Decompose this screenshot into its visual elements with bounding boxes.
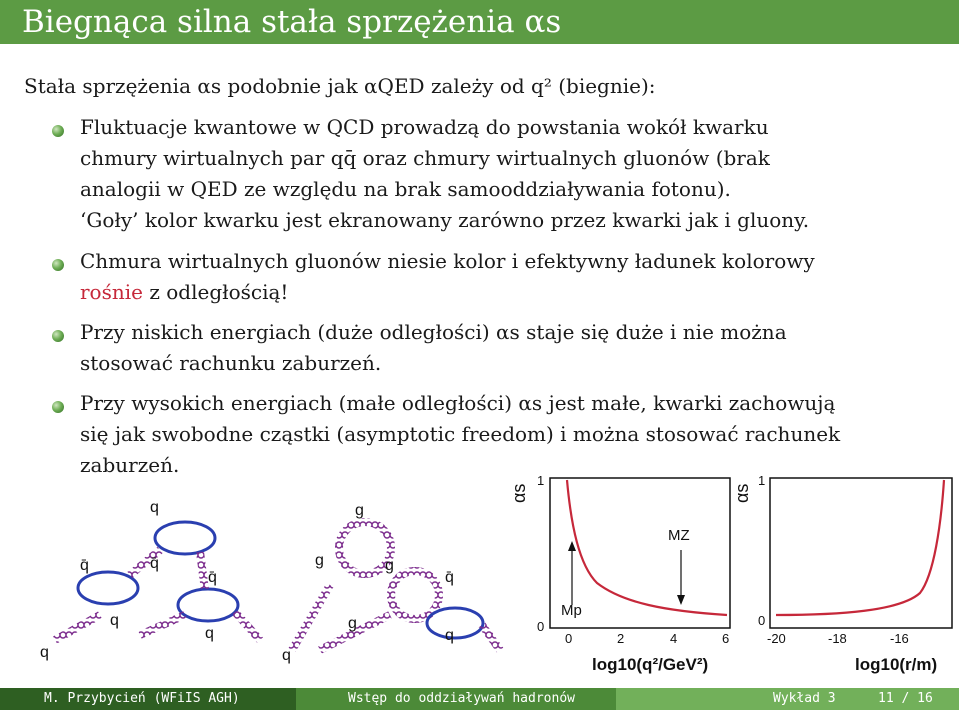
diagram-label: g — [348, 615, 357, 632]
x-tick-label: -18 — [828, 631, 847, 646]
alpha-vs-r-plot — [730, 465, 959, 685]
intro-line: Stała sprzężenia αs podobnie jak αQED zależy od q² (biegnie): — [24, 74, 656, 98]
bullet-1-line-4: ‘Goły’ kolor kwarku jest ekranowany zarówno przez kwarki jak i gluony. — [80, 208, 810, 232]
bullet-4-line-3: zaburzeń. — [80, 453, 180, 477]
x-tick-label: 0 — [565, 631, 573, 646]
bullet-2-line-2 — [80, 277, 288, 308]
title-bar — [0, 0, 959, 44]
footer-author: M. Przybycień (WFiIS AGH) — [44, 691, 240, 706]
diagram-label: q — [110, 612, 119, 629]
alpha-curve — [567, 480, 727, 615]
bullet-icon — [52, 330, 64, 342]
x-axis-label: log10(q²/GeV²) — [592, 655, 709, 674]
quark-loop-diagram — [40, 499, 260, 661]
mp-label: Mp — [561, 602, 582, 619]
y-tick-label: 0 — [537, 619, 545, 634]
bullet-icon — [52, 259, 64, 271]
bullet-icon — [52, 125, 64, 137]
x-tick-label: -16 — [890, 631, 909, 646]
gluon-line — [55, 615, 100, 640]
gluon-line — [200, 552, 205, 590]
quark-loop — [78, 572, 138, 604]
mp-arrowhead — [568, 541, 576, 551]
bullet-3-line-2: stosować rachunku zaburzeń. — [80, 351, 382, 375]
bullet-4-line-1: Przy wysokich energiach (małe odległości) αs jest małe, kwarki zachowują — [80, 391, 836, 415]
gluon-loop — [391, 571, 439, 619]
gluon-line — [235, 612, 260, 640]
x-axis-label: log10(r/m) — [855, 655, 938, 674]
bullet-1-line-3: analogii w QED ze względu na brak samooddziaływania fotonu). — [80, 177, 731, 201]
footer-lecture: Wykład 3 — [773, 691, 836, 706]
diagram-label: q — [445, 627, 454, 644]
diagram-label: q — [150, 499, 159, 516]
plot-frame — [770, 478, 952, 628]
footer — [0, 688, 959, 710]
bullet-3-line-1: Przy niskich energiach (duże odległości) αs staje się duże i nie można — [80, 320, 787, 344]
mz-label: MZ — [668, 527, 690, 544]
quark-loop — [427, 608, 483, 638]
bullet-icon — [52, 401, 64, 413]
diagram-label: q — [282, 647, 291, 664]
footer-author-block — [0, 688, 296, 710]
gluon-loop — [339, 522, 391, 574]
gluon-line — [292, 585, 330, 650]
x-tick-label: -20 — [767, 631, 786, 646]
gluon-line — [482, 625, 500, 650]
footer-page-block — [616, 688, 959, 710]
slide-title: Biegnąca silna stała sprzężenia αs — [22, 4, 562, 40]
x-tick-label: 6 — [722, 631, 730, 646]
footer-course: Wstęp do oddziaływań hadronów — [348, 691, 575, 706]
diagram-label: g — [385, 557, 394, 574]
alpha-vs-q2-plot — [505, 465, 735, 685]
y-axis-label: αs — [509, 483, 529, 503]
x-tick-label: 2 — [617, 631, 625, 646]
vacuum-polarization-diagrams — [30, 490, 510, 680]
bullet-4-line-2: się jak swobodne cząstki (asymptotic freedom) i można stosować rachunek — [80, 422, 841, 446]
bullet-1-line-1: Fluktuacje kwantowe w QCD prowadzą do powstania wokół kwarku — [80, 115, 769, 139]
diagram-label: q̄ — [208, 569, 217, 586]
y-tick-label: 0 — [758, 613, 766, 628]
diagram-label: q̄ — [150, 555, 159, 572]
diagram-label: g — [315, 552, 324, 569]
footer-page: 11 / 16 — [878, 691, 933, 706]
mz-arrowhead — [677, 595, 685, 605]
footer-course-block — [296, 688, 616, 710]
diagram-label: q̄ — [80, 557, 89, 574]
bullet-2-line-2-rest: z odległością! — [142, 280, 289, 304]
y-axis-label: αs — [732, 483, 752, 503]
diagram-label: g — [355, 502, 364, 519]
gluon-loop-diagram — [282, 502, 500, 664]
gluon-line — [140, 615, 185, 635]
diagram-label: q — [205, 625, 214, 642]
bullet-1-line-2: chmury wirtualnych par qq̄ oraz chmury wirtualnych gluonów (brak — [80, 146, 770, 170]
alpha-curve — [776, 480, 944, 615]
x-tick-label: 4 — [670, 631, 678, 646]
y-tick-label: 1 — [537, 473, 545, 488]
quark-loop — [178, 589, 238, 621]
y-tick-label: 1 — [758, 473, 766, 488]
bullet-2-line-1: Chmura wirtualnych gluonów niesie kolor i efektywny ładunek kolorowy — [80, 249, 815, 273]
highlight-word: rośnie — [80, 280, 143, 304]
diagram-label: q̄ — [445, 569, 454, 586]
quark-loop — [155, 522, 215, 554]
diagram-label: q — [40, 644, 49, 661]
